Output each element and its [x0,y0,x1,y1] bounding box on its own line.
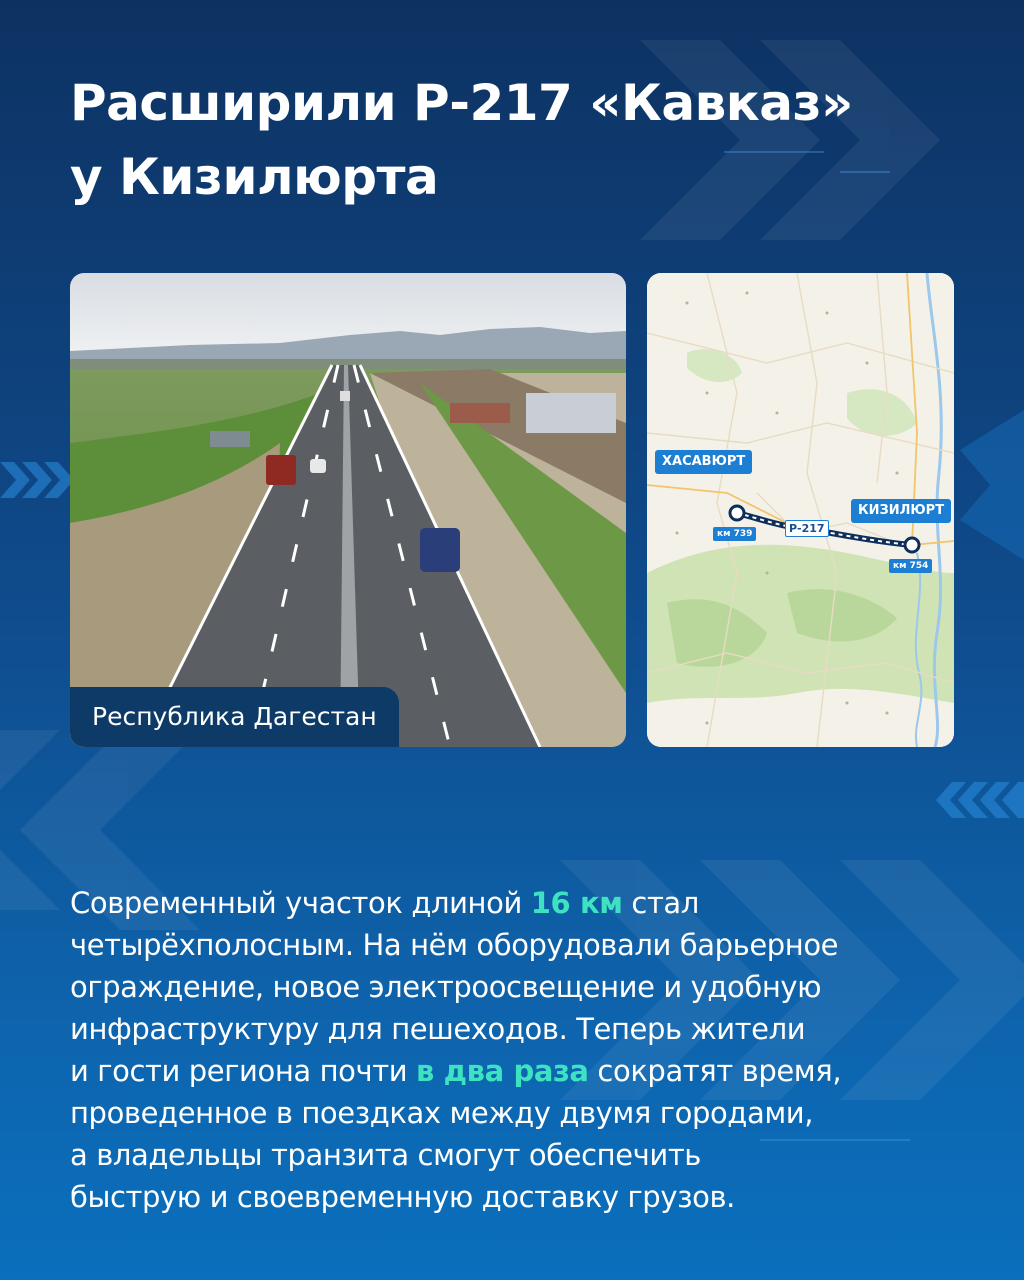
highway-aerial-image [70,273,626,747]
body-line-8: быструю и своевременную доставку грузов. [70,1180,735,1214]
region-caption: Республика Дагестан [70,687,399,747]
title-line-1: Расширили Р-217 «Кавказ» [70,74,853,132]
km-start-label: км 739 [713,527,756,541]
page-title [70,66,950,214]
body-line-3: ограждение, новое электроосвещение и удобную [70,970,822,1004]
body-line-4: инфраструктуру для пешеходов. Теперь жители [70,1012,806,1046]
title-line-2: у Кизилюрта [70,148,439,206]
body-line-6: проведенное в поездках между двумя городами, [70,1096,814,1130]
city-label-kizilyurt: КИЗИЛЮРТ [851,499,951,523]
route-map [647,273,954,747]
km-end-label: км 754 [889,559,932,573]
body-line-1: Современный участок длиной 16 км стал [70,886,699,920]
road-number-label: Р-217 [785,520,829,537]
city-label-khasavyurt: ХАСАВЮРТ [655,450,752,474]
road-photo [70,273,626,747]
highlight-length: 16 км [530,886,623,920]
body-line-7: а владельцы транзита смогут обеспечить [70,1138,701,1172]
body-line-5: и гости региона почти в два раза сократят время, [70,1054,842,1088]
route-end-marker [905,538,919,552]
description-text [70,882,990,1218]
highlight-twice: в два раза [415,1054,589,1088]
route-start-marker [730,506,744,520]
body-line-2: четырёхполосным. На нём оборудовали барьерное [70,928,839,962]
